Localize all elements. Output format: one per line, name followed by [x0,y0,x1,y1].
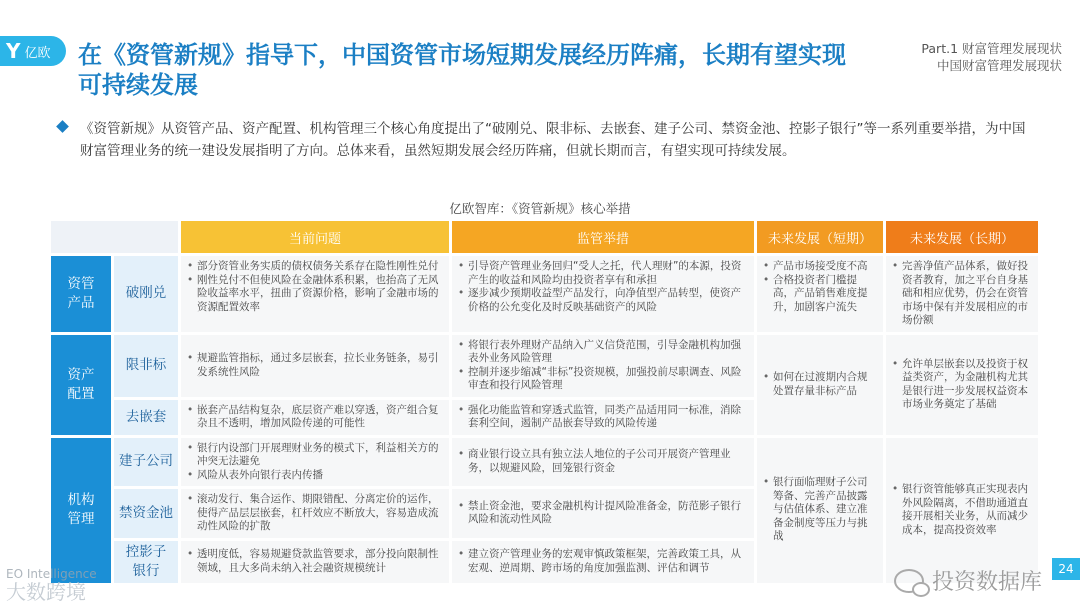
list-item: • 银行资管能够真正实现表内外风险隔离，不借助通道直接开展相关业务，从而减少成本，提高投资效率 [892,483,1032,537]
list-item: • 部分资管业务实质的债权债务关系存在隐性刚性兑付 [187,260,443,274]
list-item: • 合格投资者门槛提高，产品销售难度提升，加剧客户流失 [763,274,877,315]
list-item: • 产品市场接受度不高 [763,260,877,274]
list-item: • 嵌套产品结构复杂，底层资产难以穿透，资产组合复杂且不透明，增加风险传递的可能性 [187,404,443,431]
list-item: • 如何在过渡期内合规处置存量非标产品 [763,371,877,398]
header-short-term: 未来发展（短期） [757,221,883,253]
list-item: • 引导资产管理业务回归“受人之托，代人理财”的本源，投资产生的收益和风险均由投资者享有和承担 [458,260,748,287]
category-institution: 机构管理 [51,438,111,583]
list-item: • 将银行表外理财产品纳入广义信贷范围，引导金融机构加强表外业务风险管理 [458,339,748,366]
row-label-build-subsidiary: 建子公司 [114,438,178,487]
list-item: • 透明度低，容易规避贷款监管要求，部分投向限制性领域，且大多尚未纳入社会融资规模统计 [187,548,443,575]
cell-current [181,400,449,435]
section-subtitle: 中国财富管理发展现状 [936,58,1062,73]
table-row [51,335,1038,397]
page-title: 在《资管新规》指导下，中国资管市场短期发展经历阵痛，长期有望实现可持续发展 [78,41,846,99]
header-supervision: 监管举措 [452,221,754,253]
measures-table [48,218,1041,586]
cell-supervision [452,438,754,487]
cell-current [181,438,449,487]
header-current-issues: 当前问题 [181,221,449,253]
list-item: • 逐步减少预期收益型产品发行，向净值型产品转型，使资产价格的公允变化及时反映基础资产的风险 [458,287,748,314]
list-item: • 控制并逐步缩减“非标”投资规模，加强投前尽职调查、风险审查和投行风险管理 [458,366,748,393]
cell-current [181,489,449,538]
wechat-icon [894,569,924,593]
page-number: 24 [1052,558,1080,580]
table-row [51,438,1038,487]
cell-long-term [886,438,1038,583]
cell-supervision [452,541,754,583]
row-label-control-shadow-banking: 控影子银行 [114,541,178,583]
list-item: • 银行内设部门开展理财业务的模式下，利益相关方的冲突无法避免 [187,442,443,469]
footer-eo-intelligence: EO Intelligence [6,567,97,581]
watermark-right: 投资数据库 [931,570,1042,595]
category-allocation: 资产配置 [51,335,111,435]
list-item: • 强化功能监管和穿透式监管，同类产品适用同一标准，消除套利空间，遏制产品嵌套导致的风险传递 [458,404,748,431]
cell-short-term [757,256,883,332]
table-caption: 亿欧智库：《资管新规》核心举措 [449,201,631,216]
cell-supervision [452,335,754,397]
table-header-row [51,221,1038,253]
watermark-left: 大数跨境 [6,580,86,604]
cell-long-term [886,256,1038,332]
category-product: 资管产品 [51,256,111,332]
cell-short-term [757,438,883,583]
footer-brand [6,568,97,604]
list-item: • 规避监管指标，通过多层嵌套，拉长业务链条，易引发系统性风险 [187,352,443,379]
row-label-remove-nesting: 去嵌套 [114,400,178,435]
footer-watermark [894,565,1042,596]
table-row [51,256,1038,332]
cell-current [181,335,449,397]
cell-current [181,256,449,332]
section-label [921,40,1062,74]
list-item: • 商业银行设立具有独立法人地位的子公司开展资产管理业务，以规避风险，回笼银行资金 [458,448,748,475]
list-item: • 银行面临理财子公司筹备、完善产品披露与估值体系、建立准备金制度等压力与挑战 [763,476,877,544]
table-corner [51,221,178,253]
list-item: • 刚性兑付不但使风险在金融体系积累，也抬高了无风险收益率水平，扭曲了资源价格，影响了金融市场的资源配置效率 [187,274,443,315]
logo-text: 亿欧 [24,45,51,61]
cell-short-term [757,335,883,435]
intro-text: 《资管新规》从资管产品、资产配置、机构管理三个核心角度提出了“破刚兑、限非标、去嵌套、建子公司、禁资金池、控影子银行”等一系列重要举措，为中国财富管理业务的统一建设发展指明了方向。总体来看，虽然短期发展会经历阵痛，但就长期而言，有望实现可持续发展。 [80,121,1026,159]
cell-current [181,541,449,583]
header-long-term: 未来发展（长期） [886,221,1038,253]
row-label-break-rigid-payment: 破刚兑 [114,256,178,332]
intro-paragraph [58,118,1038,162]
cell-supervision [452,400,754,435]
list-item: • 禁止资金池，要求金融机构计提风险准备金，防范影子银行风险和流动性风险 [458,500,748,527]
list-item: • 建立资产管理业务的宏观审慎政策框架，完善政策工具，从宏观、逆周期、跨市场的角度加强监测、评估和调节 [458,548,748,575]
cell-long-term [886,335,1038,435]
brand-logo [0,36,66,66]
list-item: • 允许单层嵌套以及投资于权益类资产，为金融机构尤其是银行进一步发展权益资本市场业务奠定了基础 [892,358,1032,412]
list-item: • 风险从表外向银行表内传播 [187,469,443,483]
list-item: • 滚动发行、集合运作、期限错配、分离定价的运作，使得产品层层嵌套，杠杆效应不断放大，容易造成流动性风险的扩散 [187,493,443,534]
diamond-bullet-icon [56,120,69,133]
section-part: Part.1 财富管理发展现状 [921,41,1062,56]
logo-mark: Y [6,39,21,63]
list-item: • 完善净值产品体系，做好投资者教育，加之平台自身基础和相应优势，仍会在资管市场中保有并发展相应的市场份额 [892,260,1032,328]
cell-supervision [452,489,754,538]
row-label-ban-fund-pool: 禁资金池 [114,489,178,538]
cell-supervision [452,256,754,332]
row-label-limit-nonstandard: 限非标 [114,335,178,397]
